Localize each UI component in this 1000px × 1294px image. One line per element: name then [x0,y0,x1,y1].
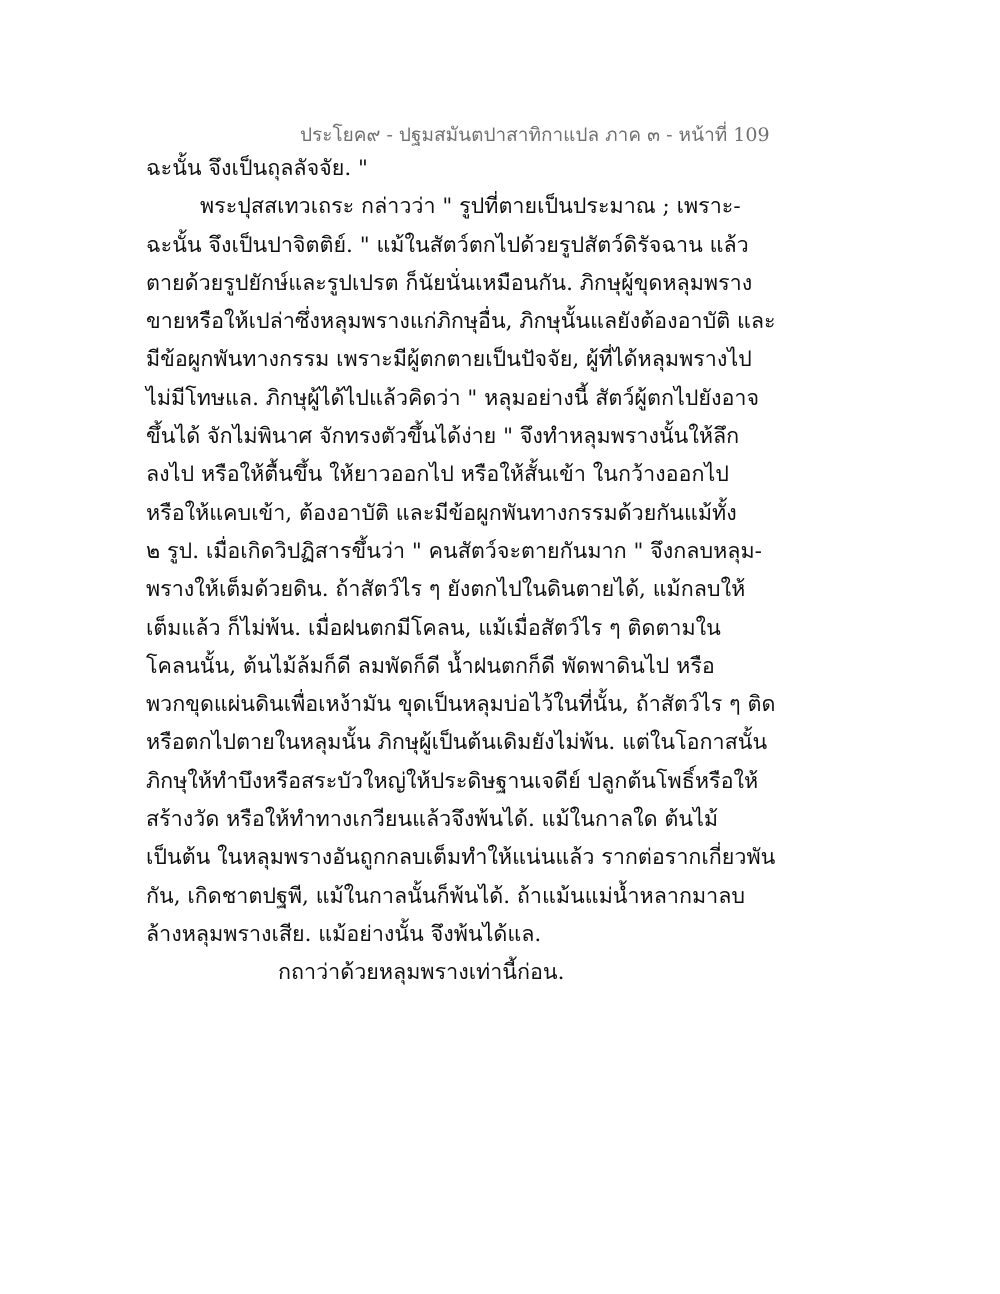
text-line: หรือตกไปตายในหลุมนั้น ภิกษุผู้เป็นต้นเดิมยังไม่พ้น. แต่ในโอกาสนั้น [146,730,768,756]
text-line: ฉะนั้น จึงเป็นปาจิตติย์. " แม้ในสัตว์ตกไปด้วยรูปสัตว์ดิรัจฉาน แล้ว [146,232,749,258]
text-line: พระปุสสเทวเถระ กล่าวว่า " รูปที่ตายเป็นประมาณ ; เพราะ- [200,194,741,220]
text-line: พรางให้เต็มด้วยดิน. ถ้าสัตว์ไร ๆ ยังตกไปในดินตายได้, แม้กลบให้ [146,577,746,603]
text-line: สร้างวัด หรือให้ทำทางเกวียนแล้วจึงพ้นได้. แม้ในกาลใด ต้นไม้ [146,807,719,833]
text-line: กัน, เกิดชาตปฐพี, แม้ในกาลนั้นก็พ้นได้. ถ้าแม้นแม่น้ำหลากมาลบ [146,883,746,909]
body-text [146,150,776,993]
text-line: โคลนนั้น, ต้นไม้ล้มก็ดี ลมพัดก็ดี น้ำฝนตกก็ดี พัดพาดินไป หรือ [146,653,715,679]
text-line: ฉะนั้น จึงเป็นถุลลัจจัย. " [146,156,368,181]
text-line: มีข้อผูกพันทางกรรม เพราะมีผู้ตกตายเป็นปัจจัย, ผู้ที่ได้หลุมพรางไป [146,347,752,373]
text-line: พวกขุดแผ่นดินเพื่อเหง้ามัน ขุดเป็นหลุมบ่อไว้ในที่นั้น, ถ้าสัตว์ไร ๆ ติด [146,692,776,718]
closing-line: กถาว่าด้วยหลุมพรางเท่านี้ก่อน. [278,960,565,986]
text-line: หรือให้แคบเข้า, ต้องอาบัติ และมีข้อผูกพันทางกรรมด้วยกันแม้ทั้ง [146,500,737,526]
text-line: ลงไป หรือให้ตื้นขึ้น ให้ยาวออกไป หรือให้สั้นเข้า ในกว้างออกไป [146,462,729,488]
text-line: ตายด้วยรูปยักษ์และรูปเปรต ก็นัยนั่นเหมือนกัน. ภิกษุผู้ขุดหลุมพราง [146,270,753,296]
text-line: ขายหรือให้เปล่าซึ่งหลุมพรางแก่ภิกษุอื่น, ภิกษุนั้นแลยังต้องอาบัติ และ [146,309,776,335]
text-line: เป็นต้น ในหลุมพรางอันถูกกลบเต็มทำให้แน่นแล้ว รากต่อรากเกี่ยวพัน [146,845,776,871]
running-header: ประโยค๙ - ปฐมสมันตปาสาทิกาแปล ภาค ๓ - หน้าที่ 109 [300,124,770,146]
text-line: ภิกษุให้ทำบึงหรือสระบัวใหญ่ให้ประดิษฐานเจดีย์ ปลูกต้นโพธิ์หรือให้ [146,768,759,794]
text-line: ๒ รูป. เมื่อเกิดวิปฏิสารขึ้นว่า " คนสัตว์จะตายกันมาก " จึงกลบหลุม- [146,538,762,564]
text-line: ไม่มีโทษแล. ภิกษุผู้ได้ไปแล้วคิดว่า " หลุมอย่างนี้ สัตว์ผู้ตกไปยังอาจ [146,385,760,411]
text-line: เต็มแล้ว ก็ไม่พ้น. เมื่อฝนตกมีโคลน, แม้เมื่อสัตว์ไร ๆ ติดตามใน [146,615,721,641]
text-line: ล้างหลุมพรางเสีย. แม้อย่างนั้น จึงพ้นได้แล. [146,921,542,947]
text-line: ขึ้นได้ จักไม่พินาศ จักทรงตัวขึ้นได้ง่าย " จึงทำหลุมพรางนั้นให้ลึก [146,424,740,450]
